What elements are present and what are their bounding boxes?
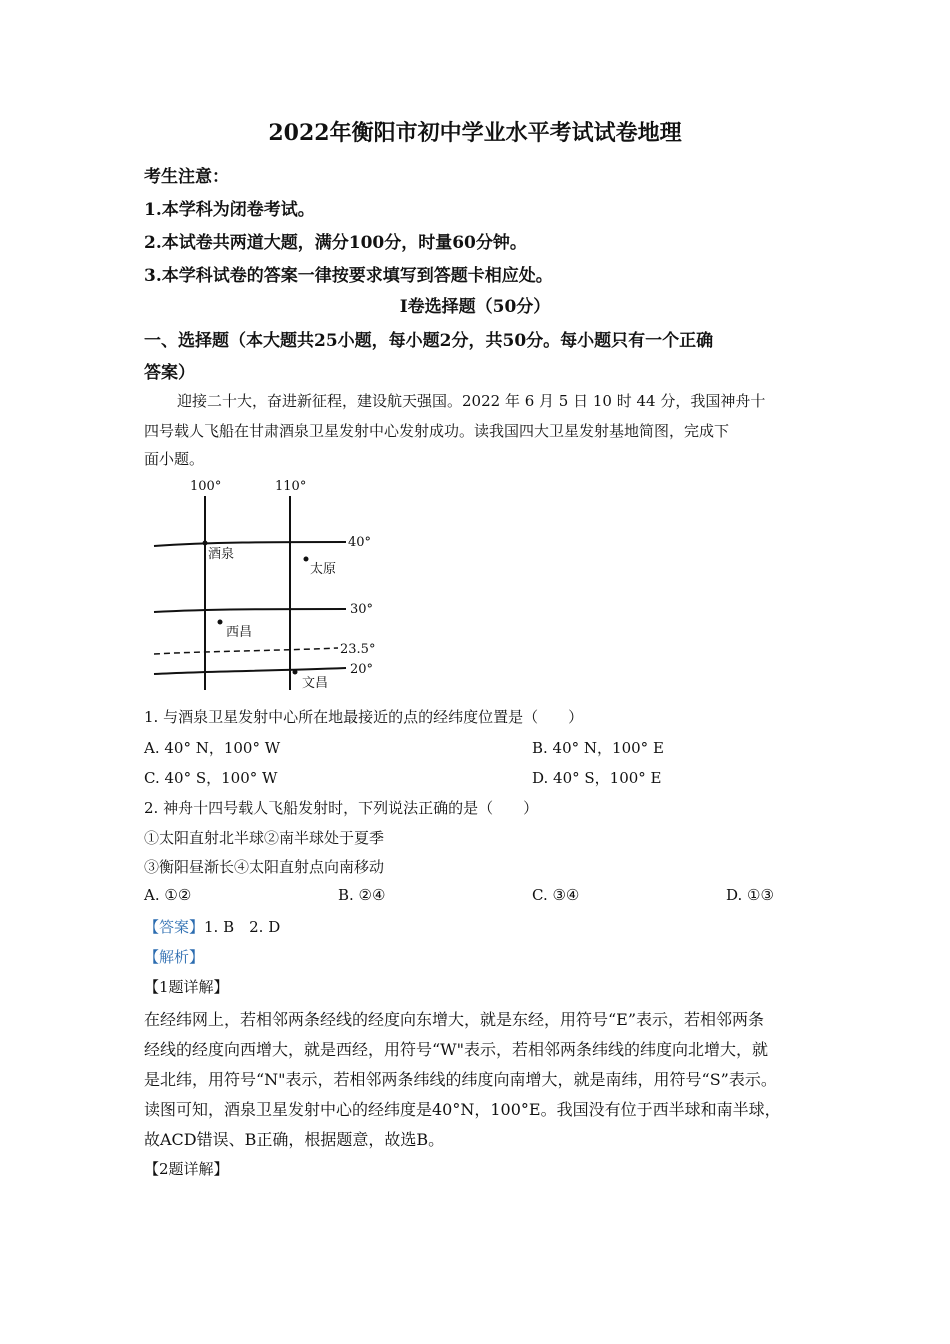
site-label-wenchang: 文昌 [302,676,329,691]
part-heading: 一、选择题（本大题共25小题，每小题2分，共50分。每小题只有一个正确 [144,331,714,351]
answer-line [144,916,280,937]
answer-text: 1. B 2. D [204,918,281,936]
parallel-20 [154,668,346,674]
parallel-30 [154,609,346,612]
passage-line: 四号载人飞船在甘肃酒泉卫星发射中心发射成功。读我国四大卫星发射基地简图，完成下 [144,422,730,440]
notice-item: 3.本学科试卷的答案一律按要求填写到答题卡相应处。 [144,266,553,286]
q2-option-a: A. ①② [144,886,192,904]
longitude-label: 110° [275,479,307,494]
detail-1-heading: 【1题详解】 [144,978,229,996]
notice-item: 1.本学科为闭卷考试。 [144,200,315,220]
page-title: 2022年衡阳市初中学业水平考试试卷地理 [268,120,682,146]
part-heading-cont: 答案） [144,363,195,383]
notice-item: 2.本试卷共两道大题，满分100分，时量60分钟。 [144,233,527,253]
passage-line: 面小题。 [144,450,205,468]
detail-2-heading: 【2题详解】 [144,1160,229,1178]
longitude-label: 100° [190,479,222,494]
q2-option-d: D. ①③ [726,886,774,904]
detail-1-line: 是北纬，用符号“N"表示，若相邻两条纬线的纬度向南增大，就是南纬，用符号“S”表示。 [144,1070,777,1089]
parallel-23-5 [154,648,338,654]
notice-heading: 考生注意： [144,167,229,187]
site-label-xichang: 西昌 [226,625,253,640]
detail-1-line: 读图可知，酒泉卫星发射中心的经纬度是40°N，100°E。我国没有位于西半球和南半球， [144,1100,781,1119]
q1-option-b: B. 40° N，100° E [532,739,664,757]
site-label-jiuquan: 酒泉 [208,547,235,562]
taiyuan-dot [304,557,309,562]
detail-1-line: 在经纬网上，若相邻两条经线的经度向东增大，就是东经，用符号“E”表示，若相邻两条 [144,1010,765,1029]
q2-option-c: C. ③④ [532,886,580,904]
answer-tag: 【答案】 [144,918,205,936]
detail-1-line: 故ACD错误、B正确，根据题意，故选B。 [144,1130,445,1149]
latitude-label: 40° [348,535,372,550]
section-title: Ⅰ卷选择题（50分） [399,297,551,317]
passage-line: 迎接二十大，奋进新征程，建设航天强国。2022 年 6 月 5 日 10 时 44 分，我国神舟十 [177,392,766,410]
latitude-label: 30° [350,602,374,617]
jiuquan-dot [203,541,208,546]
latitude-label: 23.5° [340,642,376,657]
site-label-taiyuan: 太原 [310,562,337,577]
q2-option-b: B. ②④ [338,886,386,904]
launch-site-map [150,472,390,696]
q2-statement: ③衡阳昼渐长④太阳直射点向南移动 [144,858,385,876]
xichang-dot [218,620,223,625]
analysis-tag: 【解析】 [144,948,205,966]
latitude-label: 20° [350,662,374,677]
question-2-stem: 2. 神舟十四号载人飞船发射时，下列说法正确的是（ ） [144,799,539,817]
parallel-40 [154,542,346,546]
wenchang-dot [293,670,298,675]
q1-option-c: C. 40° S，100° W [144,769,278,787]
q1-option-a: A. 40° N，100° W [144,739,281,757]
q2-statement: ①太阳直射北半球②南半球处于夏季 [144,829,385,847]
q1-option-d: D. 40° S，100° E [532,769,662,787]
question-1-stem: 1. 与酒泉卫星发射中心所在地最接近的点的经纬度位置是（ ） [144,708,584,726]
detail-1-line: 经线的经度向西增大，就是西经，用符号“W"表示，若相邻两条纬线的纬度向北增大，就 [144,1040,768,1059]
